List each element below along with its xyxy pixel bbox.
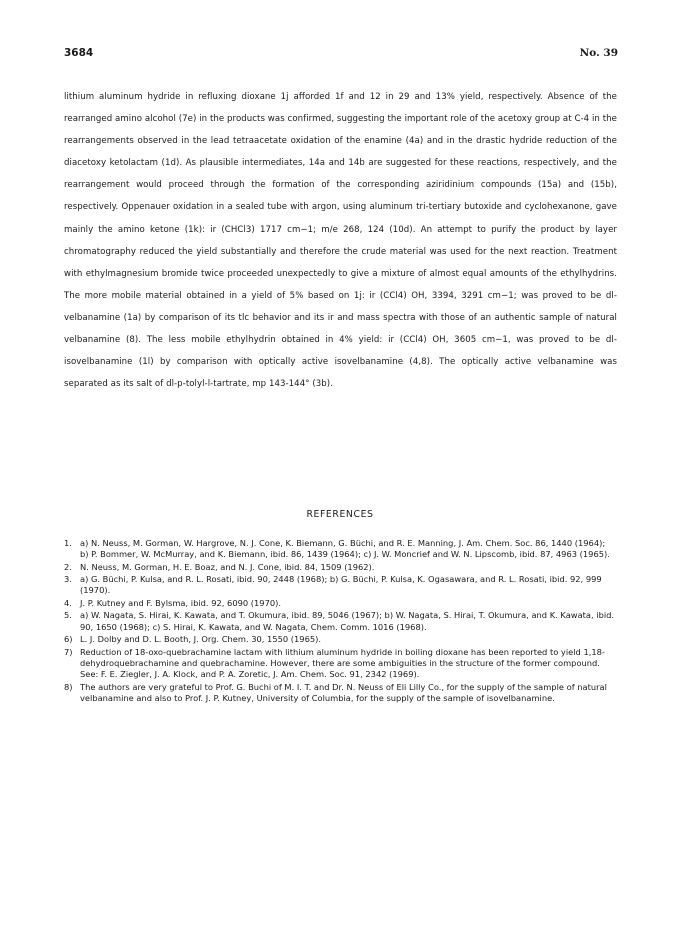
reference-item bbox=[64, 538, 616, 560]
reference-item bbox=[64, 598, 616, 609]
page-number: 3684 bbox=[64, 47, 94, 59]
reference-text: a) W. Nagata, S. Hirai, K. Kawata, and T. Okumura, ibid. 89, 5046 (1967); b) W. Nagata, S. Hirai, T. Okumura, and K. Kawata, ibid. 90, 1650 (1968); c) S. Hirai, K. Kawata, and W. Nagata, Chem. Comm. 1016 (1968). bbox=[80, 610, 615, 632]
reference-text: J. P. Kutney and F. Bylsma, ibid. 92, 6090 (1970). bbox=[80, 597, 282, 608]
page-header bbox=[64, 47, 618, 63]
body-text bbox=[64, 86, 617, 395]
reference-item bbox=[64, 647, 616, 681]
references-title: REFERENCES bbox=[306, 509, 374, 520]
reference-number: 8) bbox=[64, 681, 73, 692]
reference-text: L. J. Dolby and D. L. Booth, J. Org. Chem. 30, 1550 (1965). bbox=[80, 634, 322, 645]
reference-item bbox=[64, 610, 616, 632]
reference-number: 5. bbox=[64, 610, 72, 621]
reference-text: a) G. Büchi, P. Kulsa, and R. L. Rosati, ibid. 90, 2448 (1968); b) G. Büchi, P. Kulsa, K. Ogasawara, and R. L. Rosati, ibid. 92, 999 (1970). bbox=[80, 574, 602, 596]
reference-number: 6) bbox=[64, 634, 73, 645]
reference-text: N. Neuss, M. Gorman, H. E. Boaz, and N. J. Cone, ibid. 84, 1509 (1962). bbox=[80, 561, 375, 572]
issue-number: No. 39 bbox=[579, 47, 618, 59]
reference-item bbox=[64, 682, 616, 704]
reference-number: 1. bbox=[64, 538, 72, 548]
reference-item bbox=[64, 574, 616, 596]
reference-item bbox=[64, 562, 616, 573]
reference-text: Reduction of 18-oxo-quebrachamine lactam with lithium aluminum hydride in boiling dioxane has been reported to yield 1,18-dehydroquebrachamine and quebrachamine. However, there are some ambiguities in the structure of the former compound. See: F. E. Ziegler, J. A. Klock, and P. A. Zoretic, J. Am. Chem. Soc. 91, 2342 (1969). bbox=[80, 646, 605, 680]
body-paragraph: lithium aluminum hydride in refluxing dioxane 1j afforded 1f and 12 in 29 and 13% yield, respectively. Absence of the rearranged amino alcohol (7e) in the products was confirmed, suggesting the important role of the acetoxy group at C-4 in the rearrangements observed in the lead tetraacetate oxidation of the enamine (4a) and in the drastic hydride reduction of the diacetoxy ketolactam (1d). As plausible intermediates, 14a and 14b are suggested for these reactions, respectively, and the rearrangement would proceed through the formation of the corresponding aziridinium compounds (15a) and (15b), respectively. Oppenauer oxidation in a sealed tube with argon, using aluminum tri-tertiary butoxide and cyclohexanone, gave mainly the amino ketone (1k): ir (CHCl3) 1717 cm−1; m/e 268, 124 (10d). An attempt to purify the product by layer chromatography reduced the yield substantially and therefore the crude material was used for the next reaction. Treatment with ethylmagnesium bromide twice proceeded unexpectedly to give a mixture of almost equal amounts of the ethylhydrins. The more mobile material obtained in a yield of 5% based on 1j: ir (CCl4) OH, 3394, 3291 cm−1; was proved to be dl-velbanamine (1a) by comparison of its tlc behavior and its ir and mass spectra with those of an authentic sample of natural velbanamine (8). The less mobile ethylhydrin obtained in 4% yield: ir (CCl4) OH, 3605 cm−1, was proved to be dl-isovelbanamine (1l) by comparison with optically active isovelbanamine (4,8). The optically active velbanamine was separated as its salt of dl-p-tolyl-l-tartrate, mp 143-144° (3b). bbox=[64, 92, 617, 390]
reference-number: 3. bbox=[64, 574, 72, 585]
reference-number: 4. bbox=[64, 597, 72, 608]
reference-number: 7) bbox=[64, 646, 73, 657]
reference-text: a) N. Neuss, M. Gorman, W. Hargrove, N. J. Cone, K. Biemann, G. Büchi, and R. E. Manning, J. Am. Chem. Soc. 86, 1440 (1964); b) P. Bommer, W. McMurray, and K. Biemann, ibid. 86, 1439 (1964); c) J. W. Moncrief and W. N. Lipscomb, ibid. 87, 4963 (1965). bbox=[80, 538, 610, 560]
references-list bbox=[64, 538, 616, 705]
reference-item bbox=[64, 634, 616, 645]
reference-text: The authors are very grateful to Prof. G. Buchi of M. I. T. and Dr. N. Neuss of Eli Lilly Co., for the supply of the sample of natural velbanamine and also to Prof. J. P. Kutney, University of Columbia, for the supply of the sample of isovelbanamine. bbox=[80, 681, 607, 703]
reference-number: 2. bbox=[64, 561, 72, 572]
